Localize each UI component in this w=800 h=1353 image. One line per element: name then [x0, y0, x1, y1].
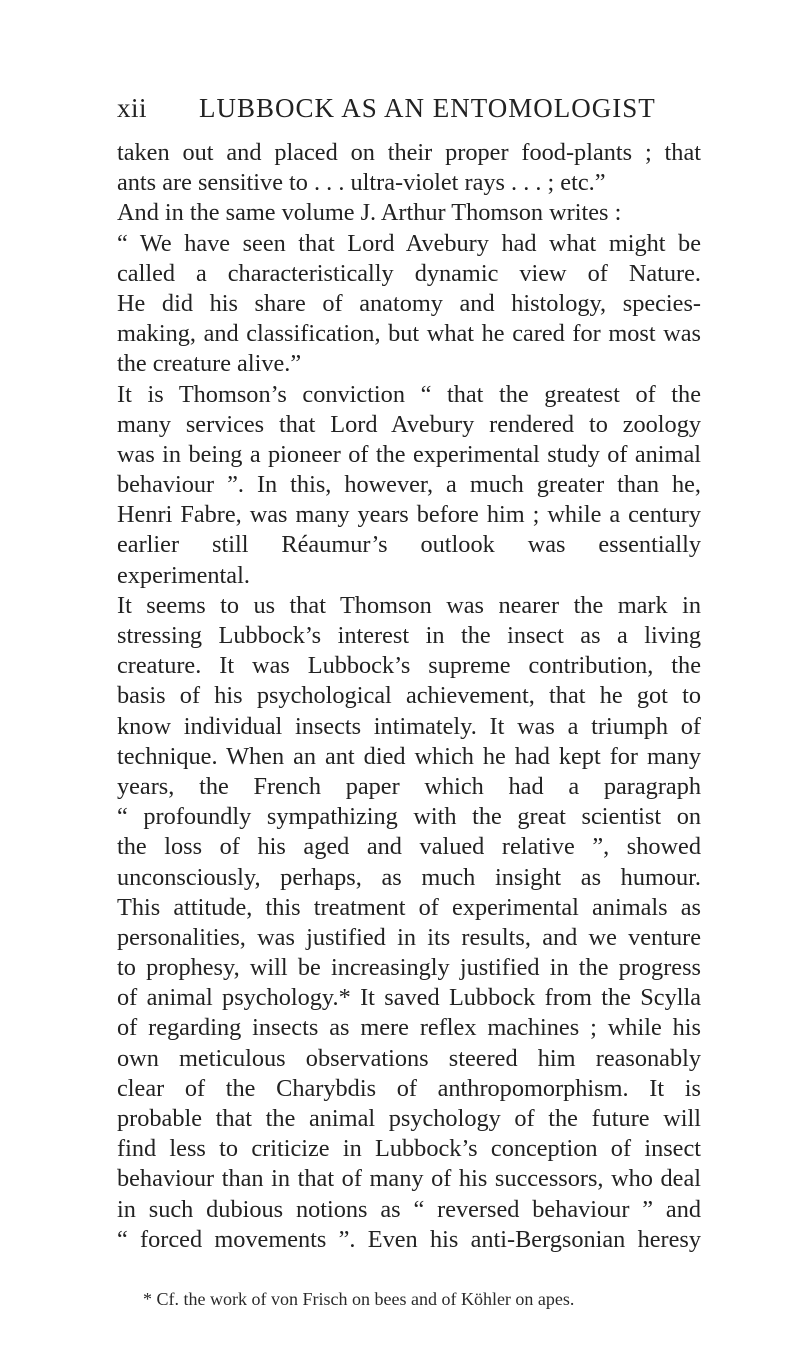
- text-line: know individual insects intimately. It was a triumph of: [117, 712, 701, 740]
- text-line: ants are sensitive to . . . ultra-violet rays . . . ; etc.”: [117, 169, 606, 197]
- text-line: taken out and placed on their proper food-plants ; that: [117, 139, 701, 166]
- text-line: personalities, was justified in its results, and we venture: [117, 923, 701, 951]
- text-line: behaviour than in that of many of his successors, who deal: [117, 1165, 701, 1193]
- text-line: probable that the animal psychology of the future will: [117, 1105, 701, 1132]
- text-line: the creature alive.”: [117, 350, 302, 378]
- page-number: xii: [117, 93, 148, 123]
- footnote: * Cf. the work of von Frisch on bees and of Köhler on apes.: [143, 1289, 575, 1309]
- text-line: the loss of his aged and valued relative ”, showed: [117, 833, 701, 861]
- running-head: [117, 88, 702, 128]
- text-line: of regarding insects as mere reflex machines ; while his: [117, 1014, 701, 1042]
- text-line: called a characteristically dynamic view of Nature.: [117, 259, 701, 287]
- text-line: He did his share of anatomy and histology, species-: [117, 289, 701, 317]
- text-line: clear of the Charybdis of anthropomorphism. It is: [117, 1074, 701, 1102]
- running-title: LUBBOCK AS AN ENTOMOLOGIST: [199, 93, 656, 123]
- text-line: “ forced movements ”. Even his anti-Bergsonian heresy: [117, 1225, 701, 1253]
- text-line: creature. It was Lubbock’s supreme contribution, the: [117, 652, 701, 680]
- text-line: And in the same volume J. Arthur Thomson writes :: [117, 199, 622, 227]
- text-line: earlier still Réaumur’s outlook was essentially: [117, 531, 701, 559]
- text-line: “ profoundly sympathizing with the great scientist on: [117, 803, 701, 831]
- text-line: years, the French paper which had a paragraph: [117, 772, 701, 800]
- text-line: unconsciously, perhaps, as much insight as humour.: [117, 863, 701, 891]
- text-line: stressing Lubbock’s interest in the insect as a living: [117, 622, 701, 649]
- body-text: [117, 138, 701, 1255]
- text-line: in such dubious notions as “ reversed behaviour ” and: [117, 1195, 701, 1223]
- text-line: experimental.: [117, 561, 250, 589]
- text-line: to prophesy, will be increasingly justified in the progress: [117, 954, 701, 982]
- text-line: behaviour ”. In this, however, a much greater than he,: [117, 471, 701, 499]
- text-line: technique. When an ant died which he had kept for many: [117, 742, 701, 770]
- text-line: of animal psychology.* It saved Lubbock from the Scylla: [117, 984, 701, 1012]
- text-line: basis of his psychological achievement, that he got to: [117, 682, 701, 710]
- text-line: own meticulous observations steered him reasonably: [117, 1044, 701, 1072]
- text-line: “ We have seen that Lord Avebury had what might be: [117, 229, 701, 257]
- text-line: Henri Fabre, was many years before him ; while a century: [117, 501, 701, 529]
- text-line: many services that Lord Avebury rendered to zoology: [117, 410, 701, 438]
- text-line: find less to criticize in Lubbock’s conception of insect: [117, 1135, 701, 1163]
- text-line: This attitude, this treatment of experimental animals as: [117, 893, 701, 921]
- text-line: It seems to us that Thomson was nearer the mark in: [117, 591, 701, 619]
- text-line: was in being a pioneer of the experimental study of animal: [117, 440, 701, 468]
- text-line: It is Thomson’s conviction “ that the greatest of the: [117, 380, 701, 408]
- text-line: making, and classification, but what he cared for most was: [117, 320, 701, 348]
